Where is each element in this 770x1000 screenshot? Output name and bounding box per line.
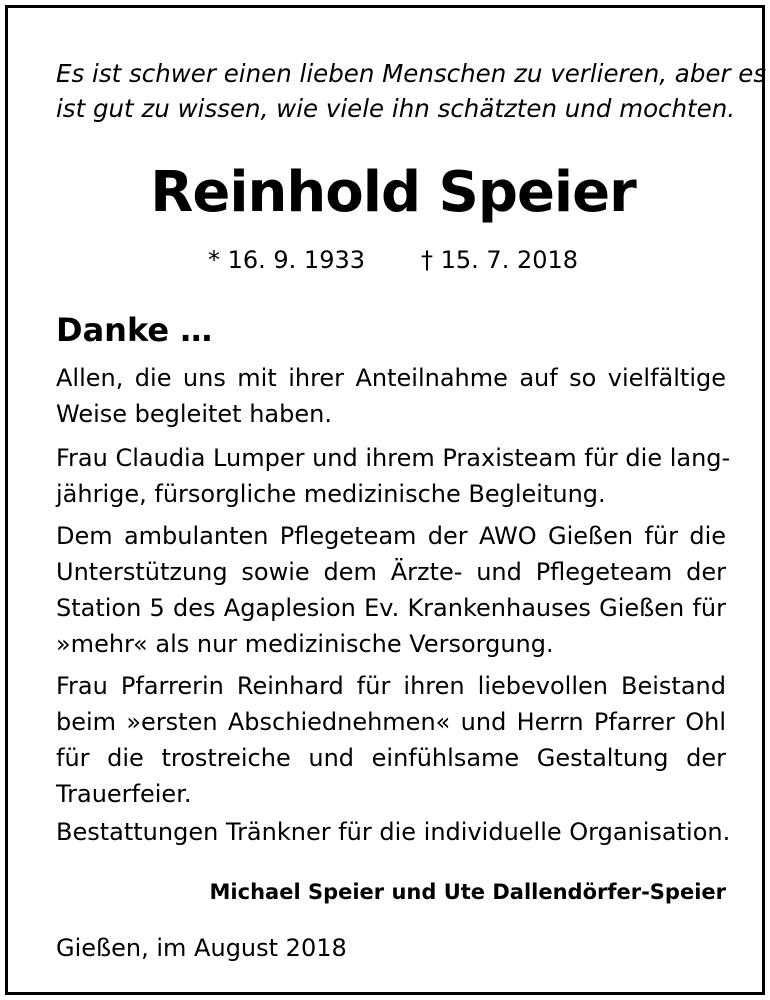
life-dates bbox=[56, 242, 730, 278]
thanks-paragraph bbox=[56, 440, 731, 512]
signature: Michael Speier und Ute Dallendörfer-Speier bbox=[209, 880, 726, 904]
quote-line: Es ist schwer einen lieben Menschen zu verlieren, aber es bbox=[56, 59, 767, 88]
place-and-date: Gießen, im August 2018 bbox=[56, 934, 347, 962]
death-date: † 15. 7. 2018 bbox=[421, 246, 579, 274]
deceased-name: Reinhold Speier bbox=[150, 160, 636, 225]
thanks-paragraph bbox=[56, 668, 726, 812]
paragraph-line: Allen, die uns mit ihrer Anteilnahme auf so vielfältige bbox=[56, 364, 726, 392]
notice-frame bbox=[5, 5, 765, 995]
paragraph-line: jährige, fürsorgliche medizinische Begleitung. bbox=[56, 480, 606, 508]
paragraph-line: für die trostreiche und einfühlsame Gestaltung der bbox=[56, 744, 726, 772]
paragraph-line: Frau Claudia Lumper und ihrem Praxisteam für die lang- bbox=[56, 444, 731, 472]
paragraph-line: beim »ersten Abschiednehmen« und Herrn Pfarrer Ohl bbox=[56, 708, 726, 736]
paragraph-line: Dem ambulanten Pflegeteam der AWO Gießen für die bbox=[56, 522, 726, 550]
birth-date: * 16. 9. 1933 bbox=[207, 246, 365, 274]
paragraph-line: Bestattungen Tränkner für die individuelle Organisation. bbox=[56, 818, 731, 846]
paragraph-line: Weise begleitet haben. bbox=[56, 400, 332, 428]
opening-quote bbox=[56, 56, 767, 126]
quote-line: ist gut zu wissen, wie viele ihn schätzten und mochten. bbox=[56, 94, 736, 123]
paragraph-line: Station 5 des Agaplesion Ev. Krankenhauses Gießen für bbox=[56, 594, 726, 622]
paragraph-line: Unterstützung sowie dem Ärzte- und Pflegeteam der bbox=[56, 558, 726, 586]
thanks-paragraph bbox=[56, 360, 726, 432]
paragraph-line: Trauerfeier. bbox=[56, 780, 192, 808]
paragraph-line: »mehr« als nur medizinische Versorgung. bbox=[56, 630, 554, 658]
thanks-paragraph bbox=[56, 814, 731, 850]
thanks-heading: Danke … bbox=[56, 311, 213, 349]
thanks-paragraph bbox=[56, 518, 726, 662]
paragraph-line: Frau Pfarrerin Reinhard für ihren liebevollen Beistand bbox=[56, 672, 726, 700]
